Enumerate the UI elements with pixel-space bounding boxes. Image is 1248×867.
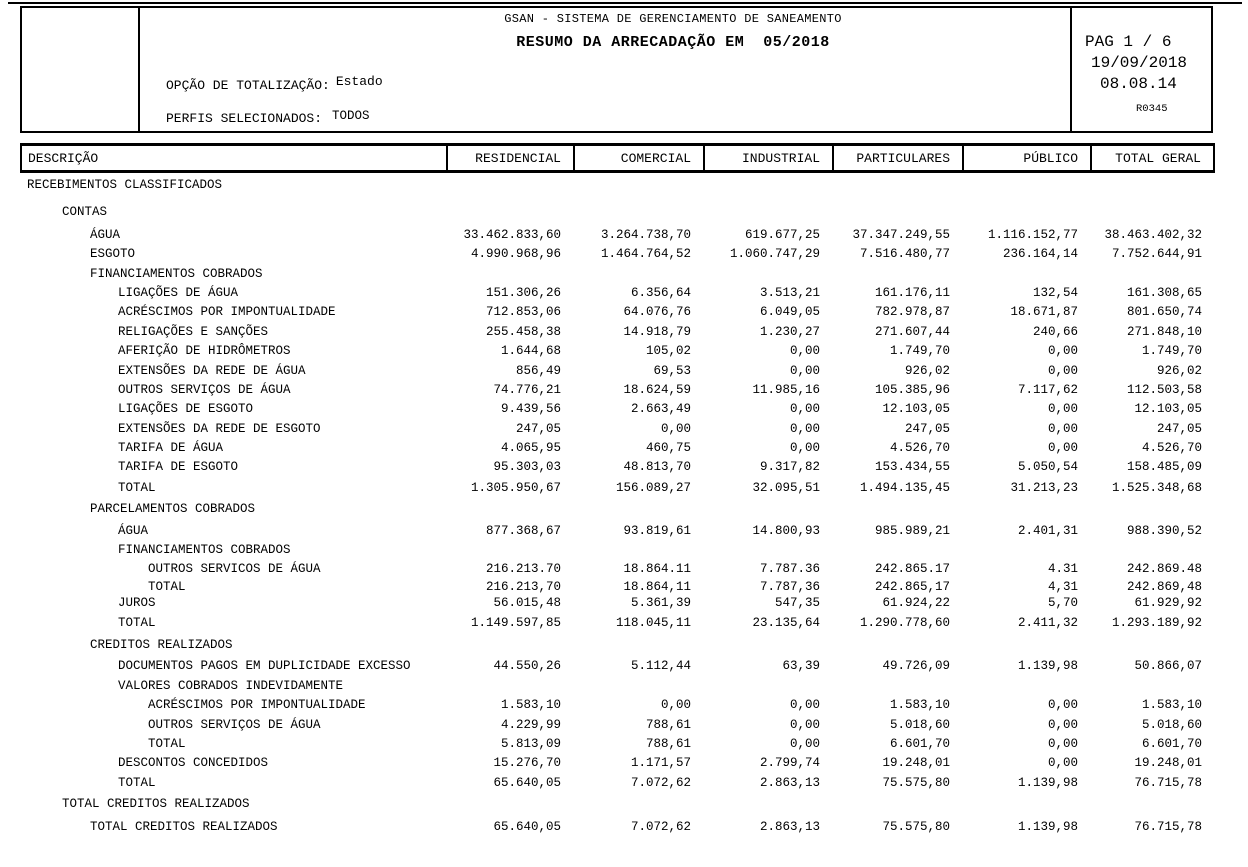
cell-particulares: 12.103,05 xyxy=(882,402,950,417)
table-row xyxy=(20,176,1215,195)
cell-total-geral: 161.308,65 xyxy=(1126,285,1202,300)
cell-comercial: 5.112,44 xyxy=(630,659,691,674)
cell-particulares: 985.989,21 xyxy=(874,523,950,538)
row-label: TOTAL xyxy=(148,736,186,751)
table-row xyxy=(20,362,1215,381)
cell-industrial: 0,00 xyxy=(789,441,820,456)
row-label: DOCUMENTOS PAGOS EM DUPLICIDADE EXCESSO xyxy=(118,659,411,674)
cell-industrial: 0,00 xyxy=(789,421,820,436)
cell-industrial: 2.863,13 xyxy=(759,819,820,834)
cell-particulares xyxy=(830,203,960,222)
table-row xyxy=(20,323,1215,342)
cell-total-geral: 801.650,74 xyxy=(1126,305,1202,320)
cell-publico: 0,00 xyxy=(1047,736,1078,751)
cell-comercial: 7.072,62 xyxy=(630,819,691,834)
cell-publico: 2.401,31 xyxy=(1017,523,1078,538)
row-label: OUTROS SERVIÇOS DE ÁGUA xyxy=(148,717,321,732)
cell-publico: 0,00 xyxy=(1047,717,1078,732)
table-row xyxy=(20,479,1215,498)
cell-publico xyxy=(960,176,1088,195)
table-row xyxy=(20,439,1215,458)
cell-industrial: 0,00 xyxy=(789,717,820,732)
cell-industrial: 1.230,27 xyxy=(759,324,820,339)
cell-residencial xyxy=(444,636,571,655)
cell-industrial: 3.513,21 xyxy=(759,285,820,300)
cell-industrial: 0,00 xyxy=(789,344,820,359)
row-label: TARIFA DE ÁGUA xyxy=(118,441,224,456)
cell-industrial: 7.787.36 xyxy=(759,562,820,577)
cell-comercial: 7.072,62 xyxy=(630,775,691,790)
table-row xyxy=(20,400,1215,419)
cell-comercial xyxy=(571,500,701,519)
cell-total-geral xyxy=(1088,500,1211,519)
cell-comercial: 18.864,11 xyxy=(623,579,691,594)
cell-total-geral xyxy=(1088,795,1211,814)
cell-industrial: 14.800,93 xyxy=(752,523,820,538)
report-time: 08.08.14 xyxy=(1100,75,1177,93)
cell-residencial: 216.213.70 xyxy=(485,562,561,577)
row-label: DESCONTOS CONCEDIDOS xyxy=(118,756,269,771)
row-label: ACRÉSCIMOS POR IMPONTUALIDADE xyxy=(118,305,336,320)
header-info-box xyxy=(1070,8,1211,131)
table-row xyxy=(20,284,1215,303)
cell-publico xyxy=(960,265,1088,284)
cell-particulares: 153.434,55 xyxy=(874,460,950,475)
row-label: LIGAÇÕES DE ESGOTO xyxy=(118,402,254,417)
cell-industrial xyxy=(701,176,830,195)
cell-particulares: 4.526,70 xyxy=(889,441,950,456)
cell-comercial: 18.624,59 xyxy=(623,382,691,397)
cell-total-geral xyxy=(1088,265,1211,284)
cell-total-geral: 50.866,07 xyxy=(1134,659,1202,674)
cell-particulares: 37.347.249,55 xyxy=(852,227,950,242)
table-row xyxy=(20,265,1215,284)
cell-total-geral: 1.293.189,92 xyxy=(1111,615,1202,630)
cell-total-geral: 1.749,70 xyxy=(1141,344,1202,359)
cell-particulares: 161.176,11 xyxy=(874,285,950,300)
cell-comercial: 105,02 xyxy=(645,344,691,359)
cell-publico xyxy=(960,541,1088,560)
row-label: TOTAL xyxy=(118,775,156,790)
cell-residencial: 4.990.968,96 xyxy=(470,247,561,262)
row-label: ÁGUA xyxy=(90,227,121,242)
cell-publico: 5,70 xyxy=(1047,596,1078,611)
cell-total-geral: 158.485,09 xyxy=(1126,460,1202,475)
page-top-rule xyxy=(8,2,1242,4)
cell-publico: 4.31 xyxy=(1047,562,1078,577)
cell-residencial: 151.306,26 xyxy=(485,285,561,300)
row-label: TOTAL xyxy=(118,615,156,630)
row-label: ESGOTO xyxy=(90,247,136,262)
table-row xyxy=(20,735,1215,754)
cell-comercial: 1.171,57 xyxy=(630,756,691,771)
row-label: EXTENSÕES DA REDE DE ÁGUA xyxy=(118,363,306,378)
row-label: TOTAL xyxy=(148,579,186,594)
cell-total-geral: 988.390,52 xyxy=(1126,523,1202,538)
cell-comercial: 18.864.11 xyxy=(623,562,691,577)
column-header-comercial: COMERCIAL xyxy=(573,146,703,170)
cell-publico: 1.139,98 xyxy=(1017,659,1078,674)
cell-publico xyxy=(960,677,1088,696)
cell-industrial: 2.863,13 xyxy=(759,775,820,790)
cell-publico: 0,00 xyxy=(1047,698,1078,713)
row-label: TOTAL CREDITOS REALIZADOS xyxy=(90,819,278,834)
cell-publico: 132,54 xyxy=(1032,285,1078,300)
cell-comercial: 788,61 xyxy=(645,717,691,732)
cell-residencial: 65.640,05 xyxy=(493,775,561,790)
cell-publico xyxy=(960,203,1088,222)
cell-industrial: 23.135,64 xyxy=(752,615,820,630)
cell-particulares: 61.924,22 xyxy=(882,596,950,611)
table-row xyxy=(20,541,1215,560)
cell-residencial xyxy=(444,795,571,814)
table-row xyxy=(20,636,1215,655)
row-label: AFERIÇÃO DE HIDRÔMETROS xyxy=(118,344,291,359)
cell-publico: 0,00 xyxy=(1047,756,1078,771)
cell-publico: 1.139,98 xyxy=(1017,819,1078,834)
cell-residencial: 4.229,99 xyxy=(500,717,561,732)
cell-industrial xyxy=(701,636,830,655)
cell-total-geral xyxy=(1088,636,1211,655)
cell-industrial: 0,00 xyxy=(789,402,820,417)
cell-comercial: 118.045,11 xyxy=(615,615,691,630)
cell-publico: 0,00 xyxy=(1047,421,1078,436)
table-row xyxy=(20,381,1215,400)
cell-comercial: 69,53 xyxy=(653,363,691,378)
cell-comercial: 93.819,61 xyxy=(623,523,691,538)
column-header-publico: PÚBLICO xyxy=(962,146,1090,170)
table-row xyxy=(20,795,1215,814)
cell-total-geral: 1.525.348,68 xyxy=(1111,480,1202,495)
cell-industrial: 32.095,51 xyxy=(752,480,820,495)
cell-publico xyxy=(960,500,1088,519)
column-header-particulares: PARTICULARES xyxy=(832,146,962,170)
cell-residencial: 216.213,70 xyxy=(485,579,561,594)
cell-industrial: 0,00 xyxy=(789,698,820,713)
cell-total-geral: 112.503,58 xyxy=(1126,382,1202,397)
cell-residencial xyxy=(444,541,571,560)
cell-residencial: 856,49 xyxy=(515,363,561,378)
cell-publico: 1.116.152,77 xyxy=(987,227,1078,242)
totalization-label: OPÇÃO DE TOTALIZAÇÃO: xyxy=(166,78,330,93)
cell-total-geral xyxy=(1088,541,1211,560)
table-row xyxy=(20,818,1215,837)
cell-total-geral: 926,02 xyxy=(1156,363,1202,378)
row-label: TOTAL CREDITOS REALIZADOS xyxy=(62,797,250,812)
cell-publico: 2.411,32 xyxy=(1017,615,1078,630)
cell-particulares xyxy=(830,500,960,519)
cell-total-geral: 61.929,92 xyxy=(1134,596,1202,611)
cell-comercial: 460,75 xyxy=(645,441,691,456)
cell-publico xyxy=(960,636,1088,655)
cell-particulares: 926,02 xyxy=(904,363,950,378)
cell-industrial: 63,39 xyxy=(782,659,820,674)
cell-particulares xyxy=(830,636,960,655)
cell-total-geral: 5.018,60 xyxy=(1141,717,1202,732)
cell-industrial xyxy=(701,203,830,222)
table-row xyxy=(20,754,1215,773)
cell-industrial: 547,35 xyxy=(774,596,820,611)
report-title: RESUMO DA ARRECADAÇÃO EM 05/2018 xyxy=(516,34,830,51)
cell-particulares xyxy=(830,176,960,195)
column-header-industrial: INDUSTRIAL xyxy=(703,146,832,170)
cell-industrial: 11.985,16 xyxy=(752,382,820,397)
cell-particulares: 75.575,80 xyxy=(882,775,950,790)
cell-residencial xyxy=(444,677,571,696)
cell-total-geral: 76.715,78 xyxy=(1134,775,1202,790)
header-center xyxy=(140,8,1070,131)
cell-publico: 0,00 xyxy=(1047,363,1078,378)
table-row xyxy=(20,245,1215,264)
cell-residencial xyxy=(444,176,571,195)
table-header-row xyxy=(20,143,1215,173)
cell-particulares xyxy=(830,795,960,814)
cell-total-geral: 7.752.644,91 xyxy=(1111,247,1202,262)
cell-particulares: 49.726,09 xyxy=(882,659,950,674)
cell-total-geral xyxy=(1088,677,1211,696)
row-label: ÁGUA xyxy=(118,523,149,538)
cell-particulares: 19.248,01 xyxy=(882,756,950,771)
profiles-label: PERFIS SELECIONADOS: xyxy=(166,111,323,126)
cell-total-geral: 19.248,01 xyxy=(1134,756,1202,771)
cell-total-geral xyxy=(1088,203,1211,222)
cell-particulares: 271.607,44 xyxy=(874,324,950,339)
cell-comercial: 1.464.764,52 xyxy=(600,247,691,262)
cell-comercial xyxy=(571,203,701,222)
page-number: PAG 1 / 6 xyxy=(1085,33,1172,51)
row-label: CREDITOS REALIZADOS xyxy=(90,637,233,652)
cell-particulares: 1.494.135,45 xyxy=(859,480,950,495)
cell-particulares: 247,05 xyxy=(904,421,950,436)
cell-residencial: 15.276,70 xyxy=(493,756,561,771)
system-title: GSAN - SISTEMA DE GERENCIAMENTO DE SANEAMENTO xyxy=(504,12,842,26)
cell-publico xyxy=(960,795,1088,814)
cell-industrial xyxy=(701,541,830,560)
cell-publico: 0,00 xyxy=(1047,344,1078,359)
cell-publico: 18.671,87 xyxy=(1010,305,1078,320)
cell-comercial: 0,00 xyxy=(660,421,691,436)
row-label: RELIGAÇÕES E SANÇÕES xyxy=(118,324,269,339)
table-row xyxy=(20,696,1215,715)
cell-industrial xyxy=(701,265,830,284)
profiles-row xyxy=(166,111,370,126)
cell-industrial: 7.787,36 xyxy=(759,579,820,594)
report-date: 19/09/2018 xyxy=(1091,54,1188,72)
cell-comercial: 64.076,76 xyxy=(623,305,691,320)
logo-placeholder xyxy=(22,8,140,131)
cell-publico: 4,31 xyxy=(1047,579,1078,594)
table-row xyxy=(20,303,1215,322)
column-header-descricao: DESCRIÇÃO xyxy=(28,151,99,166)
cell-comercial: 788,61 xyxy=(645,736,691,751)
cell-residencial: 1.305.950,67 xyxy=(470,480,561,495)
table-row xyxy=(20,774,1215,793)
column-header-residencial: RESIDENCIAL xyxy=(446,146,573,170)
cell-comercial xyxy=(571,677,701,696)
cell-particulares: 1.749,70 xyxy=(889,344,950,359)
row-label: OUTROS SERVICOS DE ÁGUA xyxy=(148,562,321,577)
cell-residencial xyxy=(444,500,571,519)
cell-residencial: 1.149.597,85 xyxy=(470,615,561,630)
table-row xyxy=(20,716,1215,735)
cell-comercial xyxy=(571,176,701,195)
cell-total-geral: 4.526,70 xyxy=(1141,441,1202,456)
cell-residencial: 4.065,95 xyxy=(500,441,561,456)
cell-comercial: 48.813,70 xyxy=(623,460,691,475)
cell-residencial: 5.813,09 xyxy=(500,736,561,751)
table-row xyxy=(20,657,1215,676)
cell-particulares: 1.583,10 xyxy=(889,698,950,713)
cell-comercial xyxy=(571,636,701,655)
cell-residencial xyxy=(444,265,571,284)
cell-publico: 240,66 xyxy=(1032,324,1078,339)
cell-residencial: 95.303,03 xyxy=(493,460,561,475)
cell-industrial xyxy=(701,677,830,696)
cell-publico: 0,00 xyxy=(1047,441,1078,456)
row-label: TOTAL xyxy=(118,480,156,495)
cell-industrial: 0,00 xyxy=(789,363,820,378)
cell-total-geral xyxy=(1088,176,1211,195)
row-label: JUROS xyxy=(118,596,156,611)
cell-publico: 236.164,14 xyxy=(1002,247,1078,262)
cell-publico: 5.050,54 xyxy=(1017,460,1078,475)
cell-particulares: 6.601,70 xyxy=(889,736,950,751)
cell-residencial: 877.368,67 xyxy=(485,523,561,538)
report-header xyxy=(20,6,1213,133)
table-row xyxy=(20,420,1215,439)
row-label: RECEBIMENTOS CLASSIFICADOS xyxy=(27,178,223,192)
cell-publico: 1.139,98 xyxy=(1017,775,1078,790)
cell-comercial: 2.663,49 xyxy=(630,402,691,417)
cell-particulares: 7.516.480,77 xyxy=(859,247,950,262)
cell-total-geral: 6.601,70 xyxy=(1141,736,1202,751)
cell-particulares: 105.385,96 xyxy=(874,382,950,397)
cell-particulares xyxy=(830,677,960,696)
cell-residencial: 1.644,68 xyxy=(500,344,561,359)
cell-residencial: 65.640,05 xyxy=(493,819,561,834)
table-body xyxy=(20,176,1215,837)
cell-total-geral: 1.583,10 xyxy=(1141,698,1202,713)
cell-comercial: 0,00 xyxy=(660,698,691,713)
cell-total-geral: 12.103,05 xyxy=(1134,402,1202,417)
cell-comercial: 6.356,64 xyxy=(630,285,691,300)
cell-comercial: 156.089,27 xyxy=(615,480,691,495)
table-row xyxy=(20,500,1215,519)
cell-comercial xyxy=(571,541,701,560)
cell-publico: 7.117,62 xyxy=(1017,382,1078,397)
cell-particulares: 242.865.17 xyxy=(874,562,950,577)
column-header-total-geral: TOTAL GERAL xyxy=(1090,146,1213,170)
table-row xyxy=(20,342,1215,361)
table-row xyxy=(20,522,1215,541)
cell-total-geral: 38.463.402,32 xyxy=(1104,227,1202,242)
table-row xyxy=(20,203,1215,222)
cell-residencial: 255.458,38 xyxy=(485,324,561,339)
table-row xyxy=(20,677,1215,696)
cell-residencial: 33.462.833,60 xyxy=(463,227,561,242)
profiles-value: TODOS xyxy=(332,109,370,123)
cell-industrial: 1.060.747,29 xyxy=(729,247,820,262)
cell-particulares: 1.290.778,60 xyxy=(859,615,950,630)
cell-comercial xyxy=(571,265,701,284)
cell-residencial: 44.550,26 xyxy=(493,659,561,674)
row-label: LIGAÇÕES DE ÁGUA xyxy=(118,285,239,300)
table-row xyxy=(20,226,1215,245)
table-row xyxy=(20,614,1215,633)
cell-total-geral: 271.848,10 xyxy=(1126,324,1202,339)
cell-particulares xyxy=(830,265,960,284)
cell-total-geral: 242.869,48 xyxy=(1126,579,1202,594)
cell-particulares xyxy=(830,541,960,560)
row-label: OUTROS SERVIÇOS DE ÁGUA xyxy=(118,382,291,397)
cell-residencial xyxy=(444,203,571,222)
row-label: CONTAS xyxy=(62,205,108,220)
table-row xyxy=(20,458,1215,477)
cell-comercial: 3.264.738,70 xyxy=(600,227,691,242)
cell-particulares: 5.018,60 xyxy=(889,717,950,732)
row-label: VALORES COBRADOS INDEVIDAMENTE xyxy=(118,678,344,693)
cell-total-geral: 242.869.48 xyxy=(1126,562,1202,577)
totalization-value: Estado xyxy=(335,74,383,89)
row-label: PARCELAMENTOS COBRADOS xyxy=(90,502,256,517)
cell-industrial xyxy=(701,795,830,814)
cell-comercial: 5.361,39 xyxy=(630,596,691,611)
cell-residencial: 74.776,21 xyxy=(493,382,561,397)
cell-industrial: 619.677,25 xyxy=(744,227,820,242)
cell-industrial: 2.799,74 xyxy=(759,756,820,771)
cell-industrial: 0,00 xyxy=(789,736,820,751)
row-label: FINANCIAMENTOS COBRADOS xyxy=(118,543,291,558)
cell-residencial: 9.439,56 xyxy=(500,402,561,417)
totalization-row xyxy=(166,74,383,93)
cell-residencial: 247,05 xyxy=(515,421,561,436)
cell-total-geral: 247,05 xyxy=(1156,421,1202,436)
cell-particulares: 242.865,17 xyxy=(874,579,950,594)
cell-total-geral: 76.715,78 xyxy=(1134,819,1202,834)
row-label: EXTENSÕES DA REDE DE ESGOTO xyxy=(118,421,321,436)
cell-particulares: 782.978,87 xyxy=(874,305,950,320)
row-label: ACRÉSCIMOS POR IMPONTUALIDADE xyxy=(148,698,366,713)
row-label: TARIFA DE ESGOTO xyxy=(118,460,239,475)
cell-comercial xyxy=(571,795,701,814)
cell-particulares: 75.575,80 xyxy=(882,819,950,834)
cell-residencial: 712.853,06 xyxy=(485,305,561,320)
cell-publico: 0,00 xyxy=(1047,402,1078,417)
cell-publico: 31.213,23 xyxy=(1010,480,1078,495)
cell-industrial: 6.049,05 xyxy=(759,305,820,320)
table-row xyxy=(20,594,1215,613)
report-code: R0345 xyxy=(1136,103,1168,115)
cell-comercial: 14.918,79 xyxy=(623,324,691,339)
row-label: FINANCIAMENTOS COBRADOS xyxy=(90,266,263,281)
cell-residencial: 1.583,10 xyxy=(500,698,561,713)
cell-residencial: 56.015,48 xyxy=(493,596,561,611)
cell-industrial: 9.317,82 xyxy=(759,460,820,475)
cell-industrial xyxy=(701,500,830,519)
